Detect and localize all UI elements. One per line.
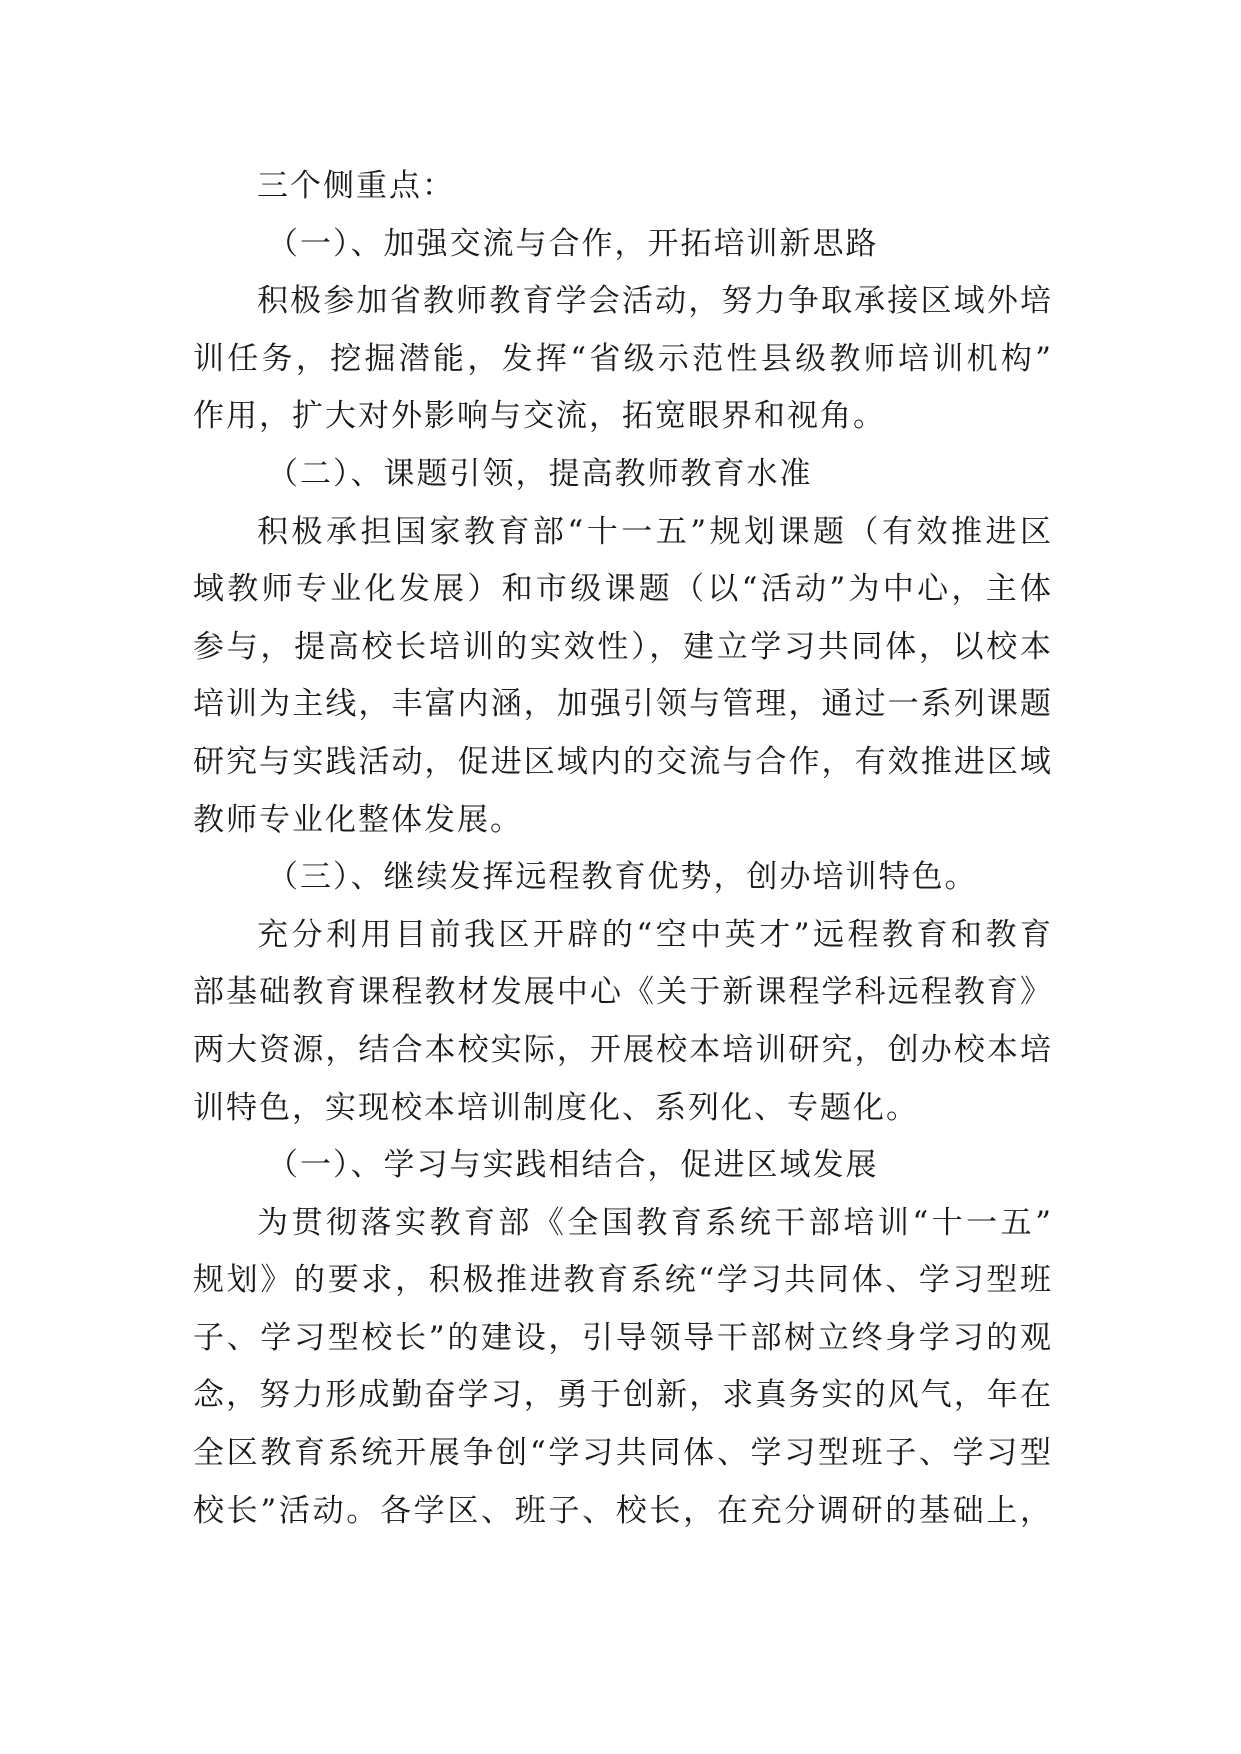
paragraph-line: 域教师专业化发展）和市级课题（以“活动”为中心，主体 — [193, 571, 1053, 608]
paragraph-line: 子、学习型校长”的建设，引导领导干部树立终身学习的观 — [193, 1319, 1053, 1356]
paragraph-line: 校长”活动。各学区、班子、校长，在充分调研的基础上， — [193, 1492, 1053, 1529]
paragraph-line: 念，努力形成勤奋学习，勇于创新，求真务实的风气，年在 — [193, 1377, 1053, 1414]
paragraph-line: 教师专业化整体发展。 — [193, 801, 523, 838]
document-body — [193, 158, 1053, 1540]
paragraph-line: 规划》的要求，积极推进教育系统“学习共同体、学习型班 — [193, 1262, 1053, 1299]
paragraph-line: 作用，扩大对外影响与交流，拓宽眼界和视角。 — [193, 398, 886, 435]
paragraph-line: 训特色，实现校本培训制度化、系列化、专题化。 — [193, 1089, 919, 1126]
paragraph-line: 参与，提高校长培训的实效性），建立学习共同体，以校本 — [193, 628, 1053, 665]
heading-4: （一）、学习与实践相结合，促进区域发展 — [267, 1147, 879, 1184]
paragraph-line: 训任务，挖掘潜能，发挥“省级示范性县级教师培训机构” — [193, 340, 1053, 377]
paragraph-line: 为贯彻落实教育部《全国教育系统干部培训“十一五” — [257, 1204, 1053, 1241]
paragraph-line: 全区教育系统开展争创“学习共同体、学习型班子、学习型 — [193, 1435, 1053, 1472]
paragraph-line: 培训为主线，丰富内涵，加强引领与管理，通过一系列课题 — [193, 686, 1053, 723]
paragraph-line: 研究与实践活动，促进区域内的交流与合作，有效推进区域 — [193, 743, 1053, 780]
heading-2: （二）、课题引领，提高教师教育水准 — [267, 455, 813, 492]
paragraph-line: 充分利用目前我区开辟的“空中英才”远程教育和教育 — [257, 916, 1053, 953]
paragraph-line: 部基础教育课程教材发展中心《关于新课程学科远程教育》 — [193, 974, 1053, 1011]
section-intro: 三个侧重点： — [257, 168, 455, 204]
heading-1: （一）、加强交流与合作，开拓培训新思路 — [267, 225, 879, 262]
heading-3: （三）、继续发挥远程教育优势，创办培训特色。 — [267, 859, 978, 896]
paragraph-line: 两大资源，结合本校实际，开展校本培训研究，创办校本培 — [193, 1031, 1053, 1068]
paragraph-line: 积极参加省教师教育学会活动，努力争取承接区域外培 — [257, 283, 1053, 320]
paragraph-line: 积极承担国家教育部“十一五”规划课题（有效推进区 — [257, 513, 1053, 550]
